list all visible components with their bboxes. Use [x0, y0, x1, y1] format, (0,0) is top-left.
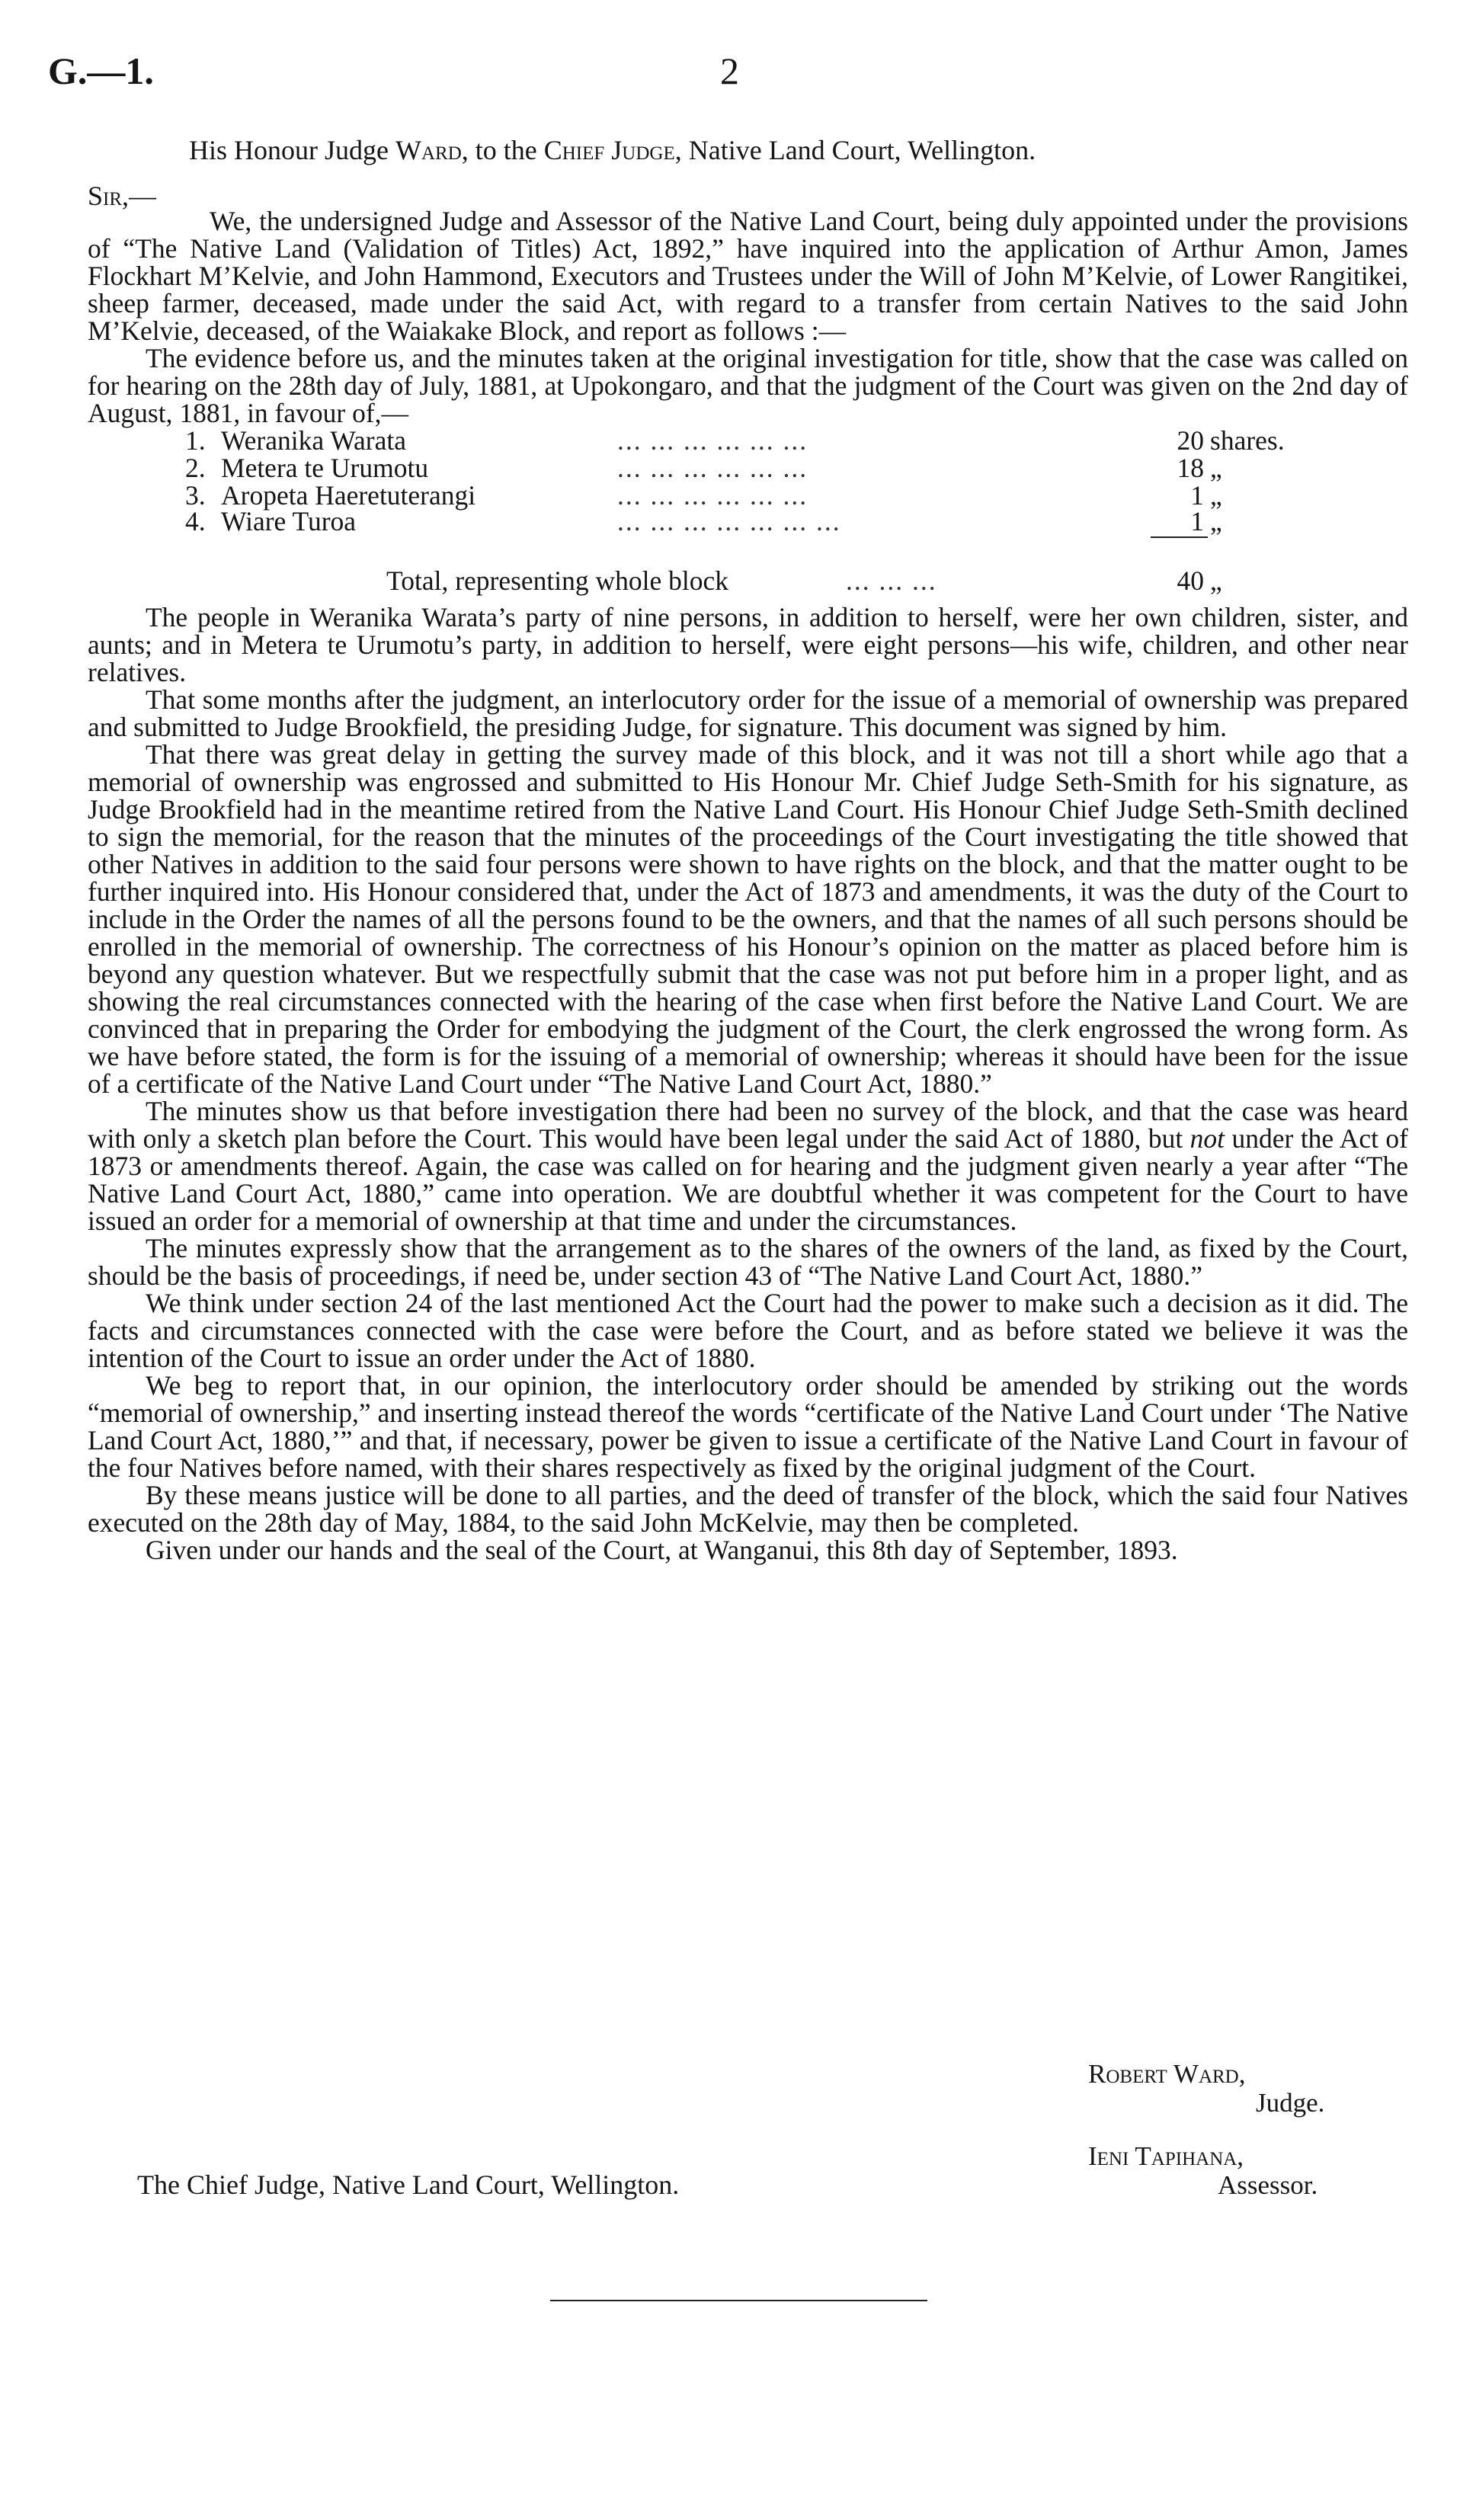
share-count: 18 [1177, 453, 1204, 483]
share-count: 1 [1190, 480, 1204, 511]
total-rule [1151, 536, 1208, 538]
paragraph: That some months after the judgment, an interlocutory order for the issue of a memorial of ownership was prepared and submitted to Judge Brookfield, the presiding Judge, for signature. This document was signed by him. [88, 684, 1408, 742]
table-row: 1. Weranika Warata ... ... ... ... ... ... 20 shares. [185, 425, 1285, 456]
paragraph: We think under section 24 of the last mentioned Act the Court had the power to make such a decision as it did. The facts and circumstances connected with the case were before the Court, and as before stated we believe it was the intention of the Court to issue an order under the Act of 1880. [88, 1288, 1408, 1373]
letter-heading: His Honour Judge Ward, to the Chief Judge, Native Land Court, Wellington. [189, 135, 1036, 165]
table-row: 2. Metera te Urumotu ... ... ... ... ... ... 18 „ [185, 453, 1222, 483]
judge-signature: Robert Ward, [1088, 2059, 1246, 2089]
owner-name: Weranika Warata [221, 425, 406, 456]
paragraph: The evidence before us, and the minutes taken at the original investigation for title, show that the case was called on for hearing on the 28th day of July, 1881, at Upokongaro, and that the judgment of the Court was given on the 2nd day of August, 1881, in favour of,— [88, 343, 1408, 428]
share-count: 20 [1177, 425, 1204, 456]
share-count: 1 [1190, 506, 1204, 536]
owner-name: Wiare Turoa [221, 506, 357, 536]
shares-table [88, 427, 1408, 562]
document-reference: G.—1. [48, 50, 154, 92]
paragraph: That there was great delay in getting the survey made of this block, and it was not till a short while ago that a memorial of ownership was engrossed and submitted to His Honour Mr. Chief Judge Seth-Smith for his signature, as Judge Brookfield had in the meantime retired from the Native Land Court. His Honour Chief Judge Seth-Smith declined to sign the memorial, for the reason that the minutes of the proceedings of the Court investigating the title showed that other Natives in addition to the said four persons were shown to have rights on the block, and that the matter ought to be further inquired into. His Honour considered that, under the Act of 1873 and amendments, it was the duty of the Court to include in the Order the names of all the persons found to be the owners, and that the names of all such persons should be enrolled in the memorial of ownership. The correctness of his Honour’s opinion on the matter as placed before him is beyond any question whatever. But we respectfully submit that the case was not put before him in a proper light, and as showing the real circumstances connected with the hearing of the case when first before the Native Land Court. We are convinced that in preparing the Order for embodying the judgment of the Court, the clerk engrossed the wrong form. As we have before stated, the form is for the issuing of a memorial of ownership; whereas it should have been for the issue of a certificate of the Native Land Court under “The Native Land Court Act, 1880.” [88, 739, 1408, 1099]
shares-total [88, 562, 1408, 604]
paragraph: The minutes show us that before investigation there had been no survey of the block, and that the case was heard with only a sketch plan before the Court. This would have been legal under the said Act of 1880, but not under the Act of 1873 or amendments thereof. Again, the case was called on for hearing and the judgment given nearly a year after “The Native Land Court Act, 1880,” came into operation. We are doubtful whether it was competent for the Court to have issued an order for a memorial of ownership at that time and under the circumstances. [88, 1096, 1408, 1236]
paragraph: We, the undersigned Judge and Assessor of the Native Land Court, being duly appointed under the provisions of “The Native Land (Validation of Titles) Act, 1892,” have inquired into the application of Arthur Amon, James Flockhart M’Kelvie, and John Hammond, Executors and Trustees under the Will of John M’Kelvie, of Lower Rangitikei, sheep farmer, deceased, made under the said Act, with regard to a transfer from certain Natives to the said John M’Kelvie, deceased, of the Waiakake Block, and report as follows :— [88, 206, 1408, 346]
owner-name: Metera te Urumotu [221, 453, 429, 483]
closing-rule [550, 2300, 927, 2301]
owner-name: Aropeta Haeretuterangi [221, 480, 476, 511]
assessor-title: Assessor. [1218, 2170, 1318, 2200]
total-count: 40 [1177, 565, 1204, 596]
salutation: Sir,— [88, 181, 157, 211]
table-row: 4. Wiare Turoa ... ... ... ... ... ... ... 1 „ [185, 506, 1222, 536]
table-row-total: Total, representing whole block ... ... ... 40 „ [386, 565, 1222, 596]
paragraph: The people in Weranika Warata’s party of nine persons, in addition to herself, were her own children, sister, and aunts; and in Metera te Urumotu’s party, in addition to herself, were eight persons—his wife, children, and other near relatives. [88, 602, 1408, 687]
paragraph: We beg to report that, in our opinion, the interlocutory order should be amended by striking out the words “memorial of ownership,” and inserting instead thereof the words “certificate of the Native Land Court under ‘The Native Land Court Act, 1880,’” and that, if necessary, power be given to issue a certificate of the Native Land Court in favour of the four Natives before named, with their shares respectively as fixed by the original judgment of the Court. [88, 1370, 1408, 1483]
judge-title: Judge. [1256, 2088, 1325, 2118]
table-row: 3. Aropeta Haeretuterangi ... ... ... ... ... ... 1 „ [185, 480, 1222, 511]
recipient-address: The Chief Judge, Native Land Court, Wellington. [137, 2169, 680, 2200]
total-label: Total, representing whole block [386, 565, 729, 596]
paragraph: The minutes expressly show that the arrangement as to the shares of the owners of the land, as fixed by the Court, should be the basis of proceedings, if need be, under section 43 of “The Native Land Court Act, 1880.” [88, 1233, 1408, 1291]
paragraph: Given under our hands and the seal of the Court, at Wanganui, this 8th day of September, 1893. [146, 1535, 1178, 1565]
letter-body [88, 207, 1408, 1564]
paragraph: By these means justice will be done to all parties, and the deed of transfer of the block, which the said four Natives executed on the 28th day of May, 1884, to the said John McKelvie, may then be completed. [88, 1480, 1408, 1538]
page-number: 2 [720, 50, 739, 92]
assessor-signature: Ieni Tapihana, [1088, 2141, 1244, 2171]
